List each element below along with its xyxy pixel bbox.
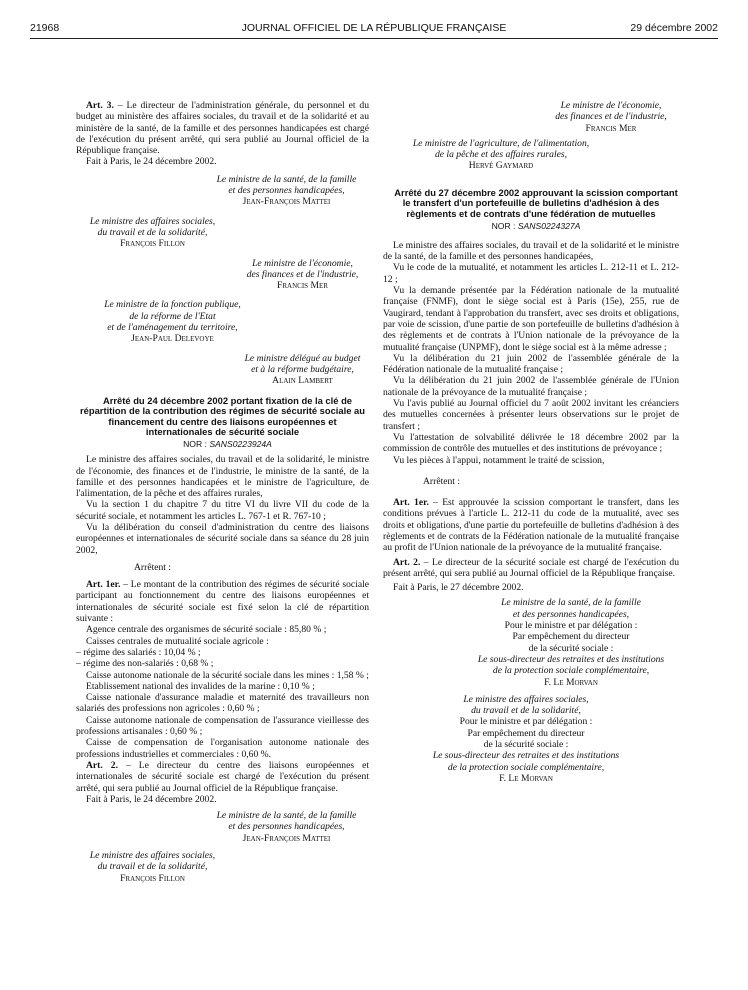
article-label: Art. 2. xyxy=(86,759,118,771)
article-label: Art. 1er. xyxy=(86,579,121,591)
list-item: Caisse de compensation de l'organisation autonome nationale des professions industrielles et commerciales : 0,60 %. xyxy=(76,737,369,760)
signer-role: Le ministre de la santé, de la famille xyxy=(501,597,641,609)
signer-delegation: Pour le ministre et par délégation : xyxy=(504,620,638,632)
list-item: Caisse autonome nationale de compensation de l'assurance vieillesse des professions artisanales : 0,60 % ; xyxy=(76,714,369,738)
article-text: – Le directeur du centre des liaisons européennes et internationales de sécurité sociale est chargé de l'exécution du présent arrêté, qui sera publié au Journal officiel de la République française. xyxy=(76,759,370,794)
signer-role: Le ministre de la fonction publique, xyxy=(104,299,241,311)
signer-delegation: de la sécurité sociale : xyxy=(528,642,614,654)
signer-role: des finances et de l'industrie, xyxy=(246,268,359,280)
signer-role: de la réforme de l'Etat xyxy=(129,310,216,322)
article-text: – Le directeur de l'administration générale, du personnel et du budget au ministère des affaires sociales, du travail et de la solidarité et au ministère de la santé, de la famille et des personnes handicapées est chargé de l'exécution du présent arrêté, qui sera publié au Journal officiel de la République française. xyxy=(76,100,369,157)
article-text: – Est approuvée la scission comportant le transfert, dans les conditions prévues à l'article L. 212-11 du code de la mutualité, avec ses droits et obligations, d'une partie du portefeuille de bulletins d'adhésion à des règlements et de contrats de la Fédération nationale de la mutualité française au profit de l'Union nationale de la prévoyance de la mutualité française. xyxy=(383,497,679,554)
signer-role: de la pêche et des affaires rurales, xyxy=(434,149,568,161)
signer-role: Le ministre de l'économie, xyxy=(252,257,353,269)
signer-delegation: Par empêchement du directeur xyxy=(467,727,585,739)
visa: Vu la délibération du conseil d'administration du centre des liaisons européennes et internationales de sécurité sociale dans sa séance du 28 juin 2002, xyxy=(76,521,369,556)
arretent: Arrêtent : xyxy=(134,561,172,573)
article-1 xyxy=(76,579,369,624)
signer-role: Le sous-directeur des retraites et des institutions xyxy=(432,750,620,762)
signer-role: et à la réforme budgétaire, xyxy=(251,363,354,375)
arrete-title: Arrêté du 24 décembre 2002 portant fixation de la clé de répartition de la contribution des régimes de sécurité sociale au financement du centre des liaisons européennes et internationales de sécurité sociale xyxy=(80,394,365,438)
signer-role: Le sous-directeur des retraites et des institutions xyxy=(477,653,665,665)
list-item: Caisse autonome nationale de la sécurité sociale dans les mines : 1,58 % ; xyxy=(86,669,369,681)
list-item: Agence centrale des organismes de sécurité sociale : 85,80 % ; xyxy=(86,624,327,636)
list-item: – régime des salariés : 10,04 % ; xyxy=(76,646,201,658)
list-item: Caisses centrales de mutualité sociale agricole : xyxy=(86,635,269,647)
signer-role: et de l'aménagement du territoire, xyxy=(107,322,238,334)
signer-role: et des personnes handicapées, xyxy=(228,185,345,197)
visa: Vu l'avis publié au Journal officiel du 7 août 2002 invitant les créanciers des mutuelles concernées à présenter leurs observations sur le projet de transfert ; xyxy=(383,398,679,432)
nor-reference xyxy=(383,221,679,232)
preamble: Le ministre des affaires sociales, du travail et de la solidarité et le ministre de la santé, de la famille et des personnes handicapées, xyxy=(383,239,679,263)
signer-role: de la protection sociale complémentaire, xyxy=(492,665,650,677)
visa: Vu les pièces à l'appui, notamment le traité de scission, xyxy=(393,454,605,466)
signature-block xyxy=(194,174,369,208)
signature-block xyxy=(226,353,369,387)
visa: Vu le code de la mutualité, et notamment les articles L. 212-11 et L. 212-12 ; xyxy=(383,262,679,285)
signer-role: Le ministre de l'économie, xyxy=(560,100,662,111)
fait-date: Fait à Paris, le 27 décembre 2002. xyxy=(393,582,524,594)
visa: Vu l'attestation de solvabilité délivrée le 18 décembre 2002 par la commission de contrôle des mutuelles et des institutions de prévoyance ; xyxy=(383,431,679,455)
signature-block xyxy=(383,138,609,172)
list-item: Etablissement national des invalides de la marine : 0,10 % ; xyxy=(86,680,315,692)
signer-name: Jean-Paul Delevoye xyxy=(131,333,214,345)
signer-role: Le ministre des affaires sociales, xyxy=(89,850,216,861)
article-2 xyxy=(76,760,369,794)
signer-role: Le ministre de la santé, de la famille xyxy=(216,810,357,822)
signer-role: Le ministre des affaires sociales, xyxy=(89,215,216,227)
signer-name: F. Le Morvan xyxy=(499,772,553,784)
signature-block xyxy=(533,100,679,134)
signer-name: Francis Mer xyxy=(585,122,637,134)
signer-role: Le ministre de l'agriculture, de l'alimentation, xyxy=(412,137,590,149)
signer-name: Jean-François Mattei xyxy=(242,832,331,844)
signature-block xyxy=(226,258,369,292)
article-label: Art. 2. xyxy=(393,556,421,568)
page-header xyxy=(30,22,718,38)
signature-block xyxy=(76,299,259,344)
signer-role: de la protection sociale complémentaire, xyxy=(447,761,605,773)
article-2 xyxy=(383,557,679,580)
nor-code: SANS0223924A xyxy=(209,438,272,449)
article-3 xyxy=(76,100,369,156)
arretent: Arrêtent : xyxy=(423,475,461,487)
fait-date: Fait à Paris, le 24 décembre 2002. xyxy=(86,156,217,168)
signer-name: Jean-François Mattei xyxy=(242,196,331,208)
signer-role: Le ministre des affaires sociales, xyxy=(463,693,589,705)
signer-name: François Fillon xyxy=(120,872,185,884)
signer-delegation: Par empêchement du directeur xyxy=(512,631,630,643)
visa: Vu la délibération du 21 juin 2002 de l'assemblée générale de la Fédération nationale de la mutualité française ; xyxy=(383,352,679,376)
signer-delegation: Pour le ministre et par délégation : xyxy=(459,716,593,728)
signer-delegation: de la sécurité sociale : xyxy=(483,739,569,751)
article-text: – Le directeur de la sécurité sociale est chargé de l'exécution du présent arrêté, qui sera publié au Journal officiel de la République française. xyxy=(383,556,679,579)
signature-block xyxy=(76,216,219,250)
signer-role: du travail et de la solidarité, xyxy=(97,226,208,238)
journal-title: JOURNAL OFFICIEL DE LA RÉPUBLIQUE FRANÇAISE xyxy=(241,22,507,34)
nor-label: NOR : xyxy=(183,438,210,449)
signer-name: Alain Lambert xyxy=(272,375,333,387)
header-rule xyxy=(30,38,718,39)
signer-role: du travail et de la solidarité, xyxy=(471,705,581,717)
signer-role: Le ministre de la santé, de la famille xyxy=(216,173,357,185)
signer-role: du travail et de la solidarité, xyxy=(97,861,208,873)
page-number: 21968 xyxy=(30,22,60,34)
signer-name: François Fillon xyxy=(120,238,185,250)
signature-block xyxy=(453,597,679,687)
nor-code: SANS0224327A xyxy=(517,220,581,231)
signer-role: Le ministre délégué au budget xyxy=(244,352,361,364)
article-text: – Le montant de la contribution des régimes de sécurité sociale participant au fonctionnement du centre des liaisons européennes et internationales de sécurité sociale est fixé selon la clé de répartition suivante : xyxy=(76,579,369,625)
article-1 xyxy=(383,497,679,553)
signer-name: Hervé Gaymard xyxy=(468,160,534,172)
visa: Vu la demande présentée par la Fédération nationale de la mutualité française (FNMF), dont le siège social est à Paris (15e), 255, rue de Vaugirard, tendant à l'approbation du transfert, avec ses droits et obligations, par voie de scission, d'une partie de son portefeuille de bulletins d'adhésion à des règlements et de contrats à l'Union nationale de la prévoyance de la mutualité française (UNPMF), dont le siège social est à la même adresse ; xyxy=(383,285,679,353)
visa: Vu la section 1 du chapitre 7 du titre VI du livre VII du code de la sécurité sociale, et notamment les articles L. 767-1 et R. 767-10 ; xyxy=(76,499,369,522)
list-item: Caisse nationale d'assurance maladie et maternité des travailleurs non salariés des professions non agricoles : 0,60 % ; xyxy=(76,692,369,715)
visa: Vu la délibération du 21 juin 2002 de l'assemblée générale de l'Union nationale de la prévoyance de la mutualité française ; xyxy=(383,375,679,398)
issue-date: 29 décembre 2002 xyxy=(630,22,718,34)
signer-role: des finances et de l'industrie, xyxy=(555,111,667,123)
list-item: – régime des non-salariés : 0,68 % ; xyxy=(76,658,214,670)
right-column xyxy=(383,100,679,784)
left-column xyxy=(76,100,369,884)
signature-block xyxy=(76,850,219,884)
nor-label: NOR : xyxy=(491,220,518,231)
article-label: Art. 3. xyxy=(86,100,114,111)
arrete-title: Arrêté du 27 décembre 2002 approuvant la scission comportant le transfert d'un portefeuille de bulletins d'adhésion à des règlements et de contrats d'une fédération de mutuelles xyxy=(394,186,678,219)
signer-name: F. Le Morvan xyxy=(544,676,598,688)
signature-block xyxy=(383,694,659,784)
preamble: Le ministre des affaires sociales, du travail et de la solidarité, le ministre de l'économie, des finances et de l'industrie, le ministre de la santé, de la famille et des personnes handicapées et le ministre de l'agriculture, de l'alimentation, de la pêche et des affaires rurales, xyxy=(76,454,369,500)
nor-reference xyxy=(76,439,369,450)
signer-name: Francis Mer xyxy=(277,280,328,292)
signer-role: et des personnes handicapées, xyxy=(512,608,630,620)
article-label: Art. 1er. xyxy=(393,497,429,509)
signature-block xyxy=(194,810,369,844)
signer-role: et des personnes handicapées, xyxy=(228,821,345,833)
fait-date: Fait à Paris, le 24 décembre 2002. xyxy=(86,793,217,805)
